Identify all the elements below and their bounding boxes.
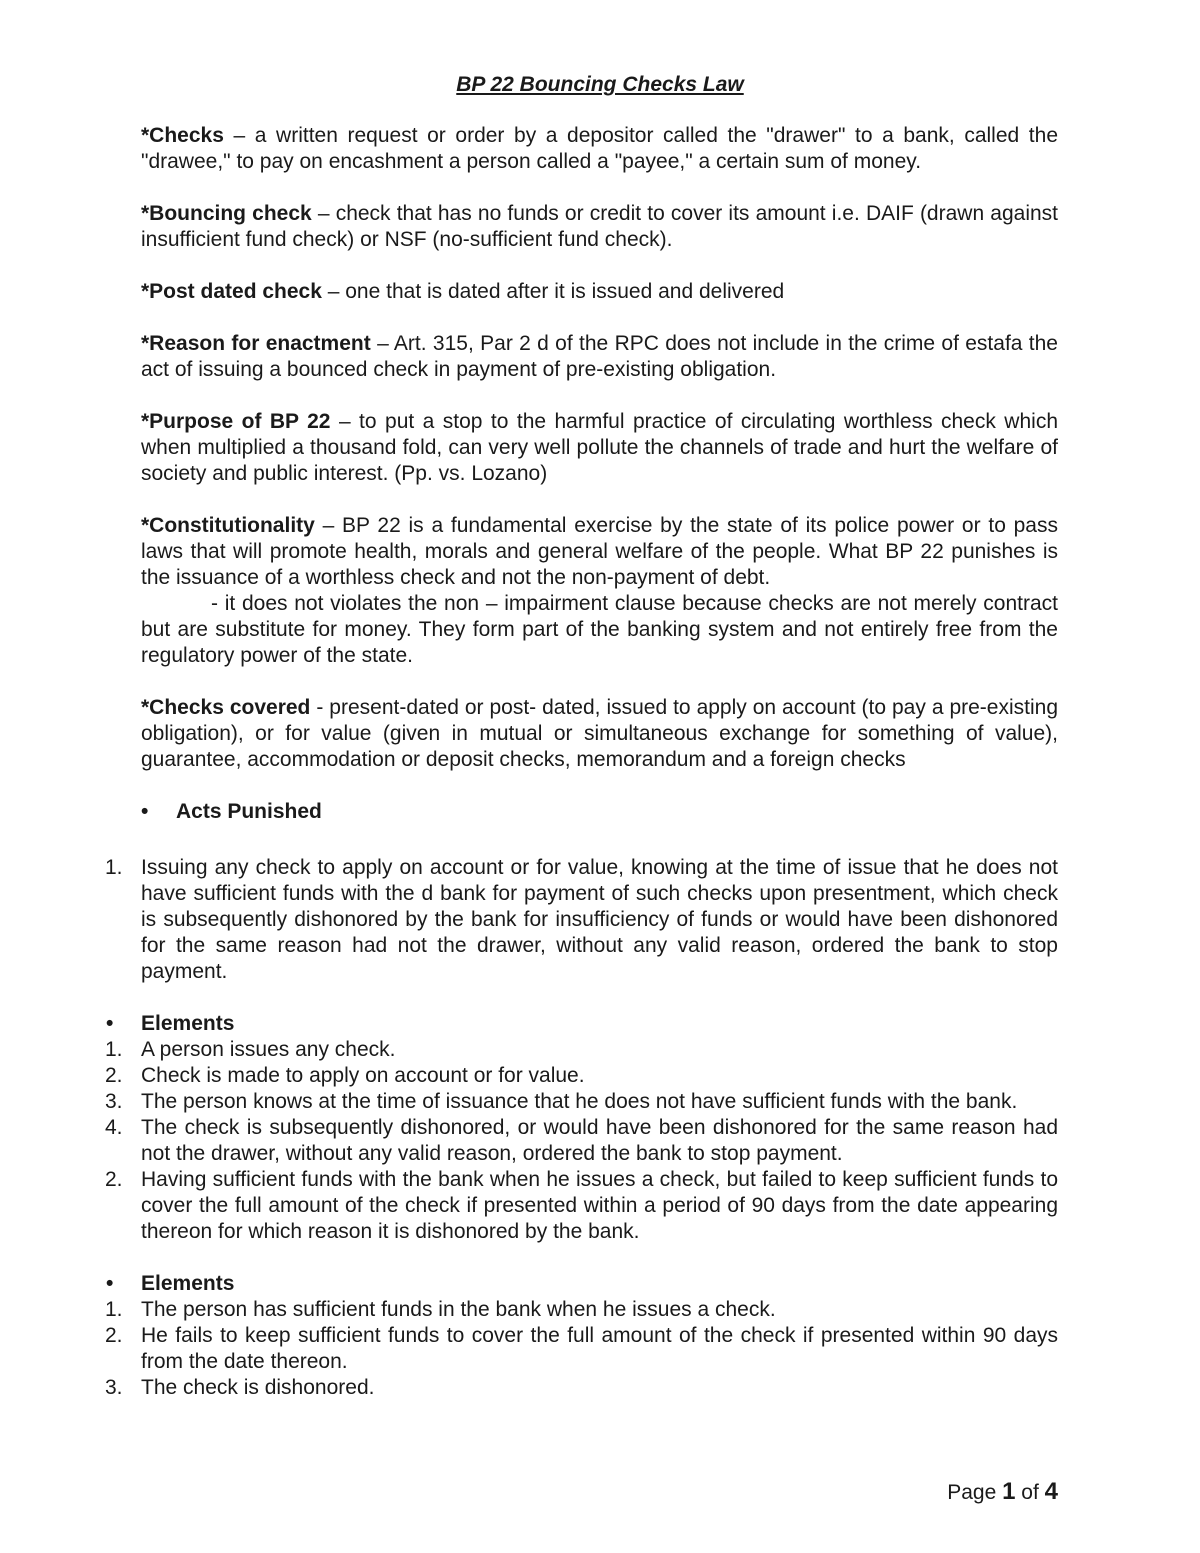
elements-heading-1 bbox=[106, 1011, 1058, 1037]
definition-checks-covered bbox=[141, 695, 1058, 773]
constitutionality-continuation: - it does not violates the non – impairment clause because checks are not merely contract but are substitute for money. They form part of the banking system and not entirely free from the regulatory power of the state. bbox=[141, 592, 1058, 667]
list-text: Issuing any check to apply on account or for value, knowing at the time of issue that he does not have sufficient funds with the d bank for payment of such checks upon presentment, which check is subsequently dishonored by the bank for insufficiency of funds or would have been dishonored for the same reason had not the drawer, without any valid reason, ordered the bank to stop payment. bbox=[141, 856, 1058, 983]
list-text: The person has sufficient funds in the bank when he issues a check. bbox=[141, 1298, 776, 1321]
list-text: The person knows at the time of issuance that he does not have sufficient funds with the bank. bbox=[141, 1090, 1018, 1113]
list-text: He fails to keep sufficient funds to cover the full amount of the check if presented within 90 days from the date thereon. bbox=[141, 1324, 1058, 1373]
list-number: 1. bbox=[105, 1298, 123, 1321]
definition-post-dated-check bbox=[141, 279, 1058, 305]
definition-text: - present-dated or post- dated, issued to apply on account (to pay a pre-existing obligation), or for value (given in mutual or simultaneous exchange for something of value), guarantee, accommodation or deposit checks, memorandum and a foreign checks bbox=[141, 696, 1058, 771]
definition-text: – to put a stop to the harmful practice of circulating worthless check which when multiplied a thousand fold, can very well pollute the channels of trade and hurt the welfare of society and public interest. (Pp. vs. Lozano) bbox=[141, 410, 1058, 485]
bullet-icon: • bbox=[106, 1272, 114, 1295]
current-page-number: 1 bbox=[1002, 1478, 1016, 1505]
definition-bouncing-check bbox=[141, 201, 1058, 253]
list-item bbox=[105, 855, 1058, 985]
acts-punished-label: Acts Punished bbox=[176, 800, 322, 823]
definition-text: – Art. 315, Par 2 d of the RPC does not include in the crime of estafa the act of issuing a bounced check in payment of pre-existing obligation. bbox=[141, 332, 1058, 381]
elements-label: Elements bbox=[141, 1012, 235, 1035]
term-checks: *Checks bbox=[141, 124, 224, 147]
list-item bbox=[105, 1063, 1058, 1089]
list-text: The check is subsequently dishonored, or would have been dishonored for the same reason had not the drawer, without any valid reason, ordered the bank to stop payment. bbox=[141, 1116, 1058, 1165]
list-number: 2. bbox=[105, 1324, 123, 1347]
definition-checks bbox=[141, 123, 1058, 175]
bullet-icon: • bbox=[141, 800, 149, 823]
list-item bbox=[105, 1167, 1058, 1245]
elements-list-1 bbox=[105, 1037, 1058, 1245]
term-post-dated-check: *Post dated check bbox=[141, 280, 322, 303]
definition-text: – a written request or order by a depositor called the "drawer" to a bank, called the "drawee," to pay on encashment a person called a "payee," a certain sum of money. bbox=[141, 124, 1058, 173]
definition-purpose bbox=[141, 409, 1058, 487]
term-constitutionality: *Constitutionality bbox=[141, 514, 315, 537]
list-item bbox=[105, 1089, 1058, 1115]
list-number: 2. bbox=[105, 1064, 123, 1087]
list-number: 2. bbox=[105, 1168, 123, 1191]
list-item bbox=[105, 1037, 1058, 1063]
list-number: 1. bbox=[105, 1038, 123, 1061]
term-reason-for-enactment: *Reason for enactment bbox=[141, 332, 371, 355]
list-number: 3. bbox=[105, 1376, 123, 1399]
footer-mid: of bbox=[1015, 1481, 1045, 1504]
acts-list bbox=[105, 855, 1058, 985]
elements-list-2 bbox=[105, 1297, 1058, 1401]
list-text: Having sufficient funds with the bank when he issues a check, but failed to keep sufficient funds to cover the full amount of the check if presented within a period of 90 days from the date appearing thereon for which reason it is dishonored by the bank. bbox=[141, 1168, 1058, 1243]
page-footer bbox=[947, 1479, 1058, 1506]
definition-text: – one that is dated after it is issued and delivered bbox=[321, 280, 785, 303]
list-number: 3. bbox=[105, 1090, 123, 1113]
term-bouncing-check: *Bouncing check bbox=[141, 202, 312, 225]
acts-punished-heading bbox=[141, 799, 1058, 825]
list-text: The check is dishonored. bbox=[141, 1376, 375, 1399]
term-purpose: *Purpose of BP 22 bbox=[141, 410, 331, 433]
total-pages-number: 4 bbox=[1044, 1478, 1058, 1505]
definition-reason-for-enactment bbox=[141, 331, 1058, 383]
definition-text: – BP 22 is a fundamental exercise by the state of its police power or to pass laws that will promote health, morals and general welfare of the people. What BP 22 punishes is the issuance of a worthless check and not the non-payment of debt. bbox=[141, 514, 1058, 589]
term-checks-covered: *Checks covered bbox=[141, 696, 311, 719]
list-text: Check is made to apply on account or for value. bbox=[141, 1064, 585, 1087]
definition-constitutionality bbox=[141, 513, 1058, 591]
elements-heading-2 bbox=[106, 1271, 1058, 1297]
list-text: A person issues any check. bbox=[141, 1038, 396, 1061]
list-number: 4. bbox=[105, 1116, 123, 1139]
page-title: BP 22 Bouncing Checks Law bbox=[456, 73, 744, 96]
list-item bbox=[105, 1115, 1058, 1167]
list-number: 1. bbox=[105, 856, 123, 879]
list-item bbox=[105, 1323, 1058, 1375]
bullet-icon: • bbox=[106, 1012, 114, 1035]
footer-prefix: Page bbox=[947, 1481, 1003, 1504]
list-item bbox=[105, 1297, 1058, 1323]
list-item bbox=[105, 1375, 1058, 1401]
document-body bbox=[105, 123, 1058, 1401]
elements-label: Elements bbox=[141, 1272, 235, 1295]
definition-text: – check that has no funds or credit to cover its amount i.e. DAIF (drawn against insufficient fund check) or NSF (no-sufficient fund check). bbox=[141, 202, 1058, 251]
